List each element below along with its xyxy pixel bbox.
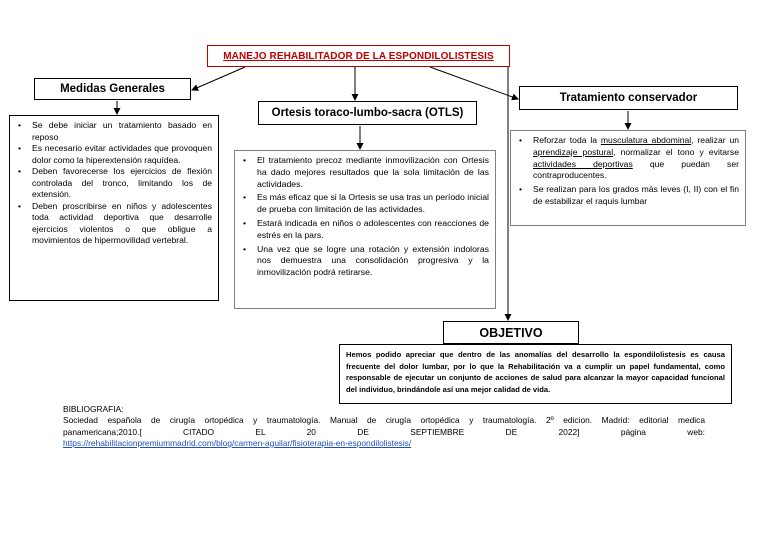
diagram-title: MANEJO REHABILITADOR DE LA ESPONDILOLISTESIS xyxy=(223,50,494,62)
tratamiento-conservador-heading: Tratamiento conservador xyxy=(519,86,738,110)
list-item: • Se debe iniciar un tratamiento basado en reposo xyxy=(14,120,212,143)
objetivo-body: Hemos podido apreciar que dentro de las anomalías del desarrollo la espondilolistesis es causa frecuente del dolor lumbar, por lo que la Rehabilitación va a cumplir un papel fundamental, como responsable de ejecutar un conjunto de acciones de salud para alcanzar la mayor capacidad funcional del individuo, brindándole así una mejor calidad de vida. xyxy=(339,344,732,404)
bibliography-line: panamericana;2010.[ CITADO EL 20 DE SEPTIEMBRE DE 2022] página web: xyxy=(63,426,705,437)
list-item: • El tratamiento precoz mediante inmovilización con Ortesis ha dado mejores resultados que la sola limitación de las actividades. xyxy=(239,155,489,190)
bibliography-line: Sociedad española de cirugía ortopédica y traumatología. Manual de cirugía ortopédica y traumatología. 2º edicion. Madrid: editorial medica xyxy=(63,415,705,426)
objetivo-heading: OBJETIVO xyxy=(443,321,579,344)
medidas-generales-body xyxy=(9,115,219,301)
actividades-deportivas-term: actividades deportivas xyxy=(533,158,633,169)
bibliography xyxy=(63,404,705,449)
diagram-title-box xyxy=(207,45,510,67)
list-item: • Estará indicada en niños o adolescentes con reacciones de estrés en la pars. xyxy=(239,218,489,242)
list-item: • Deben proscribirse en niños y adolescentes toda actividad deportiva que desarrolle ejercicios violentos o que obligue a movimientos de hipermovilidad vertebral. xyxy=(14,201,212,247)
text-fragment: que puedan ser contraproducentes. xyxy=(533,158,739,181)
arrow-to-medidas-generales xyxy=(192,67,245,90)
list-item: • Es necesario evitar actividades que provoquen dolor como la hiperextensión raquídea. xyxy=(14,143,212,166)
list-item xyxy=(515,135,739,182)
otls-heading: Ortesis toraco-lumbo-sacra (OTLS) xyxy=(258,101,477,125)
otls-list xyxy=(239,155,489,279)
musculatura-abdominal-term: musculatura abdominal xyxy=(600,135,692,145)
list-item: • Es más eficaz que si la Ortesis se usa tras un período inicial de prueba con limitación de las actividades. xyxy=(239,192,489,216)
list-item: • Una vez que se logre una rotación y extensión indoloras nos demuestra una consolidación progresiva y la inmovilización podrá retirarse. xyxy=(239,244,489,279)
aprendizaje-postural-term: aprendizaje postural xyxy=(533,146,614,157)
medidas-generales-heading: Medidas Generales xyxy=(34,78,191,100)
bibliography-link[interactable]: https://rehabilitacionpremiummadrid.com/blog/carmen-aguilar/fisioterapia-en-espondilolistesis/ xyxy=(63,437,412,448)
list-item: • Se realizan para los grados más leves (I, II) con el fin de estabilizar el raquis lumbar xyxy=(515,184,739,208)
tratamiento-conservador-list xyxy=(515,135,739,208)
otls-body xyxy=(234,150,496,309)
text-fragment: , normalizar el tono y evitarse xyxy=(613,146,739,157)
tratamiento-conservador-body xyxy=(510,130,746,226)
text-fragment: , realizar un xyxy=(691,135,740,145)
list-item: • Deben favorecerse los ejercicios de flexión controlada del tronco, limitando los de extensión. xyxy=(14,166,212,201)
arrow-to-tratamiento-conservador xyxy=(430,67,518,99)
medidas-generales-list xyxy=(14,120,212,247)
bibliography-label: BIBLIOGRAFIA: xyxy=(63,404,124,414)
text-fragment: Reforzar toda la xyxy=(533,135,601,145)
